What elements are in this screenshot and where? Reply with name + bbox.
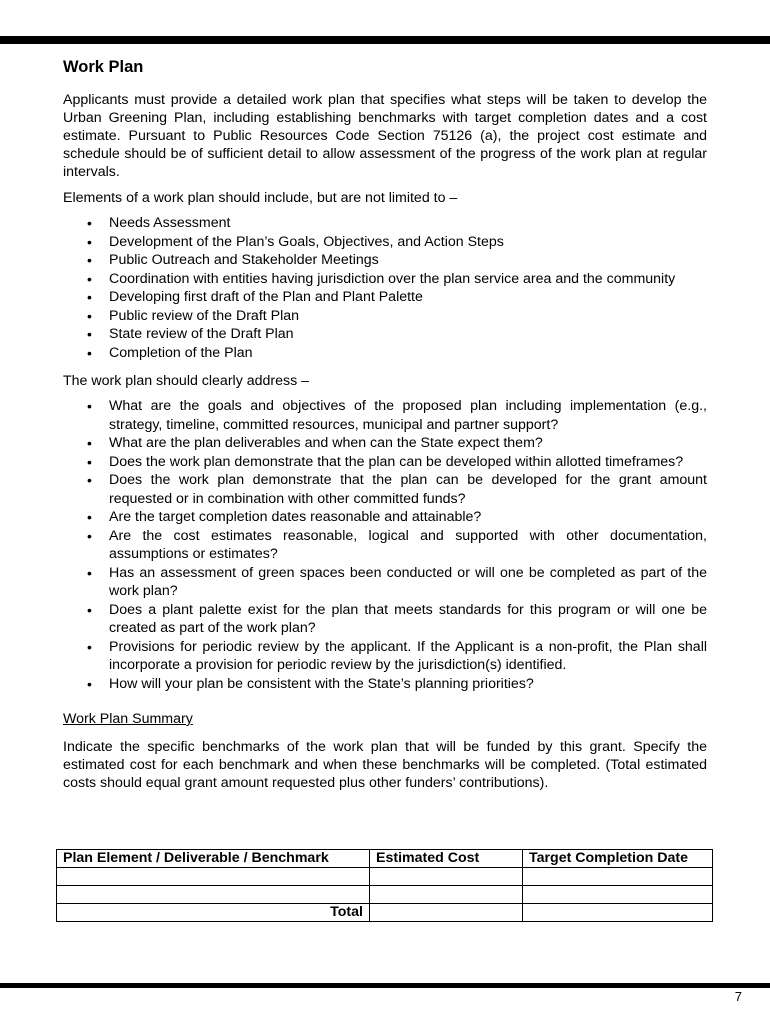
table-row (57, 886, 713, 904)
list-item: • Public review of the Draft Plan (109, 307, 707, 326)
total-label: Total (57, 904, 370, 922)
list-item: • Does a plant palette exist for the plan that meets standards for this program or will one be created as part of the work plan? (109, 601, 707, 638)
table-cell[interactable] (370, 886, 523, 904)
list-item: • What are the goals and objectives of the proposed plan including implementation (e.g., strategy, timeline, committed resources, municipal and partner support? (109, 397, 707, 434)
bottom-rule (0, 983, 770, 988)
list-item: • How will your plan be consistent with the State’s planning priorities? (109, 675, 707, 694)
list-item: • Public Outreach and Stakeholder Meetings (109, 251, 707, 270)
list-item: • Completion of the Plan (109, 344, 707, 363)
list-item: • Provisions for periodic review by the applicant. If the Applicant is a non-profit, the Plan shall incorporate a provision for periodic review by the jurisdiction(s) identified. (109, 638, 707, 675)
top-rule (0, 36, 770, 44)
list-item: • State review of the Draft Plan (109, 325, 707, 344)
list-item: • Has an assessment of green spaces been conducted or will one be completed as part of the work plan? (109, 564, 707, 601)
list-item: • Does the work plan demonstrate that the plan can be developed within allotted timeframes? (109, 453, 707, 472)
table-cell[interactable] (57, 886, 370, 904)
table-row (57, 868, 713, 886)
table-total-row (57, 904, 713, 922)
list-item: • Coordination with entities having jurisdiction over the plan service area and the community (109, 270, 707, 289)
list-item: • Development of the Plan’s Goals, Objectives, and Action Steps (109, 233, 707, 252)
table-cell[interactable] (523, 868, 713, 886)
table-cell[interactable] (523, 886, 713, 904)
elements-list (63, 214, 707, 362)
table-header-row (57, 850, 713, 868)
page-content (63, 56, 707, 800)
summary-heading: Work Plan Summary (63, 711, 193, 727)
intro-paragraph: Applicants must provide a detailed work plan that specifies what steps will be taken to develop the Urban Greening Plan, including establishing benchmarks with target completion dates and a cost estimate. Pursuant to Public Resources Code Section 75126 (a), the project cost estimate and schedule should be of sufficient detail to allow assessment of the progress of the work plan at regular intervals. (63, 92, 707, 180)
table-cell[interactable] (57, 868, 370, 886)
summary-paragraph: Indicate the specific benchmarks of the work plan that will be funded by this grant. Specify the estimated cost for each benchmark and when these benchmarks will be completed. (Total estimated costs should equal grant amount requested plus other funders’ contributions). (63, 739, 707, 791)
total-cost-cell[interactable] (370, 904, 523, 922)
list-item: • Are the target completion dates reasonable and attainable? (109, 508, 707, 527)
list-item: • What are the plan deliverables and when can the State expect them? (109, 434, 707, 453)
page-title: Work Plan (63, 58, 144, 76)
work-plan-summary-table (56, 849, 713, 922)
column-header: Estimated Cost (370, 850, 523, 868)
column-header: Plan Element / Deliverable / Benchmark (57, 850, 370, 868)
address-intro: The work plan should clearly address – (63, 373, 310, 389)
page-number: 7 (734, 989, 742, 1004)
elements-intro: Elements of a work plan should include, but are not limited to – (63, 190, 458, 206)
list-item: • Developing first draft of the Plan and Plant Palette (109, 288, 707, 307)
table-cell[interactable] (370, 868, 523, 886)
list-item: • Needs Assessment (109, 214, 707, 233)
list-item: • Are the cost estimates reasonable, logical and supported with other documentation, assumptions or estimates? (109, 527, 707, 564)
total-date-cell[interactable] (523, 904, 713, 922)
list-item: • Does the work plan demonstrate that the plan can be developed for the grant amount requested or in combination with other committed funds? (109, 471, 707, 508)
column-header: Target Completion Date (523, 850, 713, 868)
address-list (63, 397, 707, 693)
